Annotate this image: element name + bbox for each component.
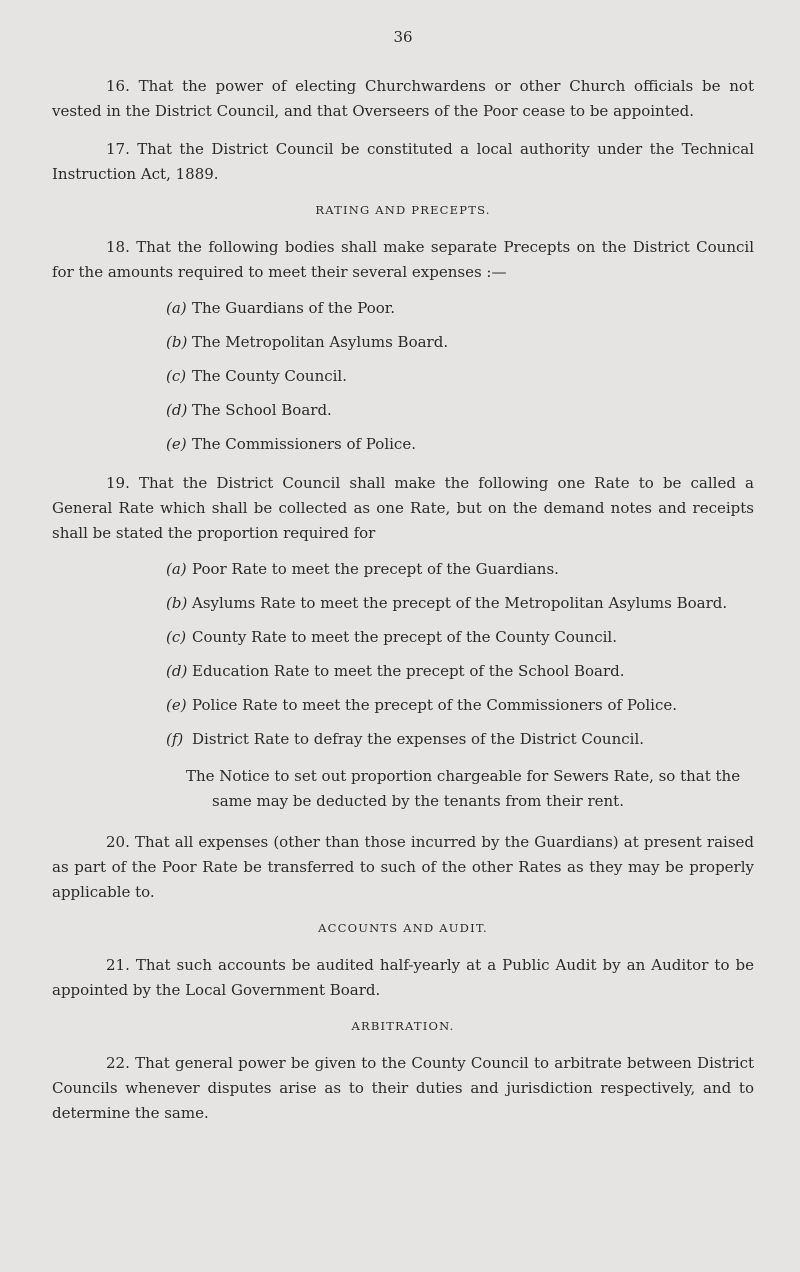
list-item bbox=[52, 591, 754, 616]
list-item bbox=[52, 364, 754, 389]
list-item-text: The School Board. bbox=[192, 401, 332, 419]
list-item bbox=[52, 693, 754, 718]
list-item-mark: (a) bbox=[166, 560, 187, 578]
heading-rating-and-precepts: RATING AND PRECEPTS. bbox=[315, 203, 491, 217]
paragraph-21: 21. That such accounts be audited half-yearly at a Public Audit by an Auditor to be appointed by the Local Government Board. bbox=[52, 956, 754, 999]
paragraph-19-note: The Notice to set out proportion chargeable for Sewers Rate, so that the same may be deducted by the tenants from their rent. bbox=[186, 767, 741, 810]
list-item-text: County Rate to meet the precept of the County Council. bbox=[192, 628, 617, 646]
list-item-text: District Rate to defray the expenses of the District Council. bbox=[192, 730, 645, 748]
list-item-mark: (d) bbox=[166, 401, 188, 419]
list-item-text: The Guardians of the Poor. bbox=[192, 299, 396, 317]
list-item bbox=[52, 398, 754, 423]
list-item-mark: (e) bbox=[166, 435, 187, 453]
list-item bbox=[52, 432, 754, 457]
list-item-text: Police Rate to meet the precept of the Commissioners of Police. bbox=[192, 696, 678, 714]
list-item-mark: (b) bbox=[166, 333, 188, 351]
list-item-mark: (a) bbox=[166, 299, 187, 317]
list-item-text: Education Rate to meet the precept of the School Board. bbox=[192, 662, 625, 680]
list-item-text: Poor Rate to meet the precept of the Guardians. bbox=[192, 560, 559, 578]
list-item bbox=[52, 659, 754, 684]
list-item-mark: (c) bbox=[166, 628, 187, 646]
page-number: 36 bbox=[393, 28, 413, 46]
list-item bbox=[52, 625, 754, 650]
list-item-mark: (b) bbox=[166, 594, 188, 612]
list-item-text: The County Council. bbox=[192, 367, 348, 385]
list-item-text: The Metropolitan Asylums Board. bbox=[192, 333, 449, 351]
heading-arbitration: ARBITRATION. bbox=[351, 1019, 455, 1033]
list-item bbox=[52, 330, 754, 355]
list-item-text: The Commissioners of Police. bbox=[192, 435, 416, 453]
list-item-mark: (d) bbox=[166, 662, 188, 680]
paragraph-18: 18. That the following bodies shall make separate Precepts on the District Council for the amounts required to meet their several expenses :— bbox=[52, 238, 754, 281]
list-item bbox=[52, 296, 754, 321]
list-item bbox=[52, 727, 754, 752]
heading-accounts-and-audit: ACCOUNTS AND AUDIT. bbox=[318, 921, 488, 935]
list-item-text: Asylums Rate to meet the precept of the Metropolitan Asylums Board. bbox=[192, 594, 728, 612]
list-item bbox=[52, 557, 754, 582]
paragraph-19: 19. That the District Council shall make the following one Rate to be called a General Rate which shall be collected as one Rate, but on the demand notes and receipts shall be stated the proportion required for bbox=[52, 474, 754, 542]
paragraph-16: 16. That the power of electing Churchwardens or other Church officials be not vested in the District Council, and that Overseers of the Poor cease to be appointed. bbox=[52, 77, 754, 120]
paragraph-20: 20. That all expenses (other than those incurred by the Guardians) at present raised as part of the Poor Rate be transferred to such of the other Rates as they may be properly applicable to. bbox=[52, 833, 754, 901]
list-item-mark: (f) bbox=[166, 730, 184, 748]
paragraph-19-list bbox=[52, 557, 754, 752]
list-item-mark: (e) bbox=[166, 696, 187, 714]
paragraph-22: 22. That general power be given to the County Council to arbitrate between District Councils whenever disputes arise as to their duties and jurisdiction respectively, and to determine the same. bbox=[52, 1054, 754, 1122]
paragraph-17: 17. That the District Council be constituted a local authority under the Technical Instruction Act, 1889. bbox=[52, 140, 754, 183]
paragraph-18-list bbox=[52, 296, 754, 457]
list-item-mark: (c) bbox=[166, 367, 187, 385]
